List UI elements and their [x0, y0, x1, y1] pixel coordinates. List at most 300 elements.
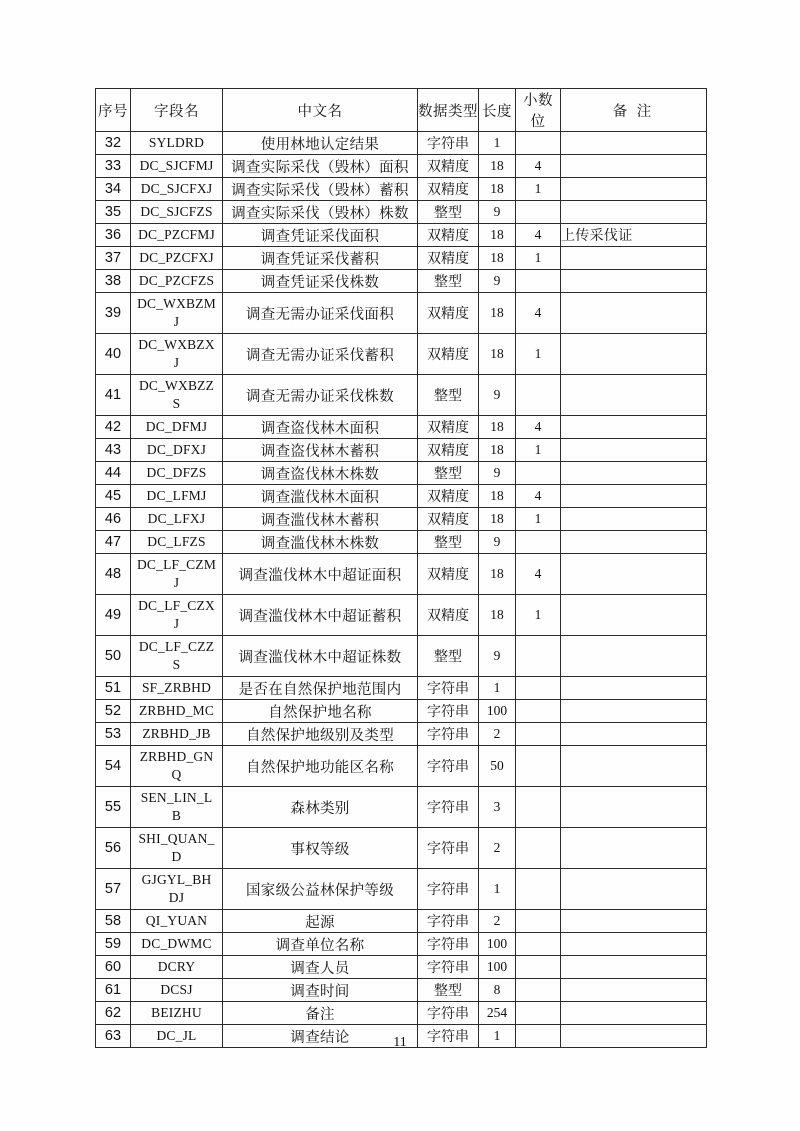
cell-sequence: 52: [96, 700, 131, 723]
table-row: [96, 723, 707, 746]
cell-chinese-name: 调查滥伐林木中超证面积: [223, 554, 418, 595]
cell-chinese-name: 调查凭证采伐面积: [223, 224, 418, 247]
cell-remark: 上传采伐证: [561, 224, 707, 247]
cell-remark: [561, 979, 707, 1002]
cell-chinese-name: 调查凭证采伐蓄积: [223, 247, 418, 270]
table-row: [96, 375, 707, 416]
cell-field-name: [131, 787, 223, 828]
field-name-line: ZRBHD_GN: [139, 748, 214, 764]
cell-sequence: 55: [96, 787, 131, 828]
cell-length: 18: [479, 595, 516, 636]
cell-sequence: 53: [96, 723, 131, 746]
field-specification-table: [95, 88, 707, 1048]
field-specification-table-container: [95, 88, 706, 1048]
table-row: [96, 1002, 707, 1025]
field-name-line: ZRBHD_JB: [142, 725, 211, 741]
cell-field-name: [131, 270, 223, 293]
cell-remark: [561, 375, 707, 416]
field-name-line: J: [173, 355, 180, 370]
cell-length: 9: [479, 636, 516, 677]
cell-field-name: [131, 508, 223, 531]
cell-decimal: 4: [516, 293, 561, 334]
cell-length: 18: [479, 178, 516, 201]
table-row: [96, 828, 707, 869]
cell-field-name: [131, 293, 223, 334]
cell-decimal: 1: [516, 439, 561, 462]
field-name-line: D: [171, 849, 182, 864]
field-name-line: S: [172, 657, 181, 672]
table-row: [96, 201, 707, 224]
cell-field-name: [131, 956, 223, 979]
cell-decimal: 4: [516, 485, 561, 508]
cell-sequence: 61: [96, 979, 131, 1002]
field-name-line: BEIZHU: [151, 1004, 202, 1020]
cell-decimal: [516, 375, 561, 416]
cell-remark: [561, 293, 707, 334]
cell-decimal: [516, 723, 561, 746]
cell-decimal: 4: [516, 554, 561, 595]
cell-chinese-name: 自然保护地名称: [223, 700, 418, 723]
cell-field-name: [131, 933, 223, 956]
cell-length: 9: [479, 375, 516, 416]
cell-sequence: 58: [96, 910, 131, 933]
column-header-decimal: 小数位: [516, 89, 561, 132]
cell-remark: [561, 787, 707, 828]
cell-decimal: [516, 201, 561, 224]
cell-data-type: 整型: [418, 531, 479, 554]
column-header-length: 长度: [479, 89, 516, 132]
cell-data-type: 字符串: [418, 677, 479, 700]
table-header-row: [96, 89, 707, 132]
cell-chinese-name: 调查实际采伐（毁林）株数: [223, 201, 418, 224]
cell-chinese-name: 调查实际采伐（毁林）蓄积: [223, 178, 418, 201]
cell-length: 18: [479, 247, 516, 270]
column-header-data-type: 数据类型: [418, 89, 479, 132]
column-header-field-name: 字段名: [131, 89, 223, 132]
cell-data-type: 双精度: [418, 178, 479, 201]
cell-data-type: 字符串: [418, 723, 479, 746]
cell-remark: [561, 439, 707, 462]
table-row: [96, 485, 707, 508]
field-name-line: DC_PZCFXJ: [139, 249, 214, 265]
field-name-line: B: [171, 808, 182, 823]
field-name-line: DC_LF_CZM: [136, 556, 217, 572]
cell-chinese-name: 调查实际采伐（毁林）面积: [223, 155, 418, 178]
cell-length: 18: [479, 416, 516, 439]
cell-sequence: 63: [96, 1025, 131, 1048]
field-name-line: DC_DFMJ: [145, 418, 208, 434]
cell-sequence: 54: [96, 746, 131, 787]
cell-length: 1: [479, 869, 516, 910]
cell-data-type: 双精度: [418, 155, 479, 178]
field-name-line: DCRY: [157, 958, 196, 974]
table-row: [96, 508, 707, 531]
cell-sequence: 60: [96, 956, 131, 979]
cell-length: 18: [479, 224, 516, 247]
cell-chinese-name: 调查滥伐林木株数: [223, 531, 418, 554]
cell-remark: [561, 595, 707, 636]
field-name-line: DC_WXBZX: [138, 336, 215, 352]
cell-decimal: [516, 462, 561, 485]
cell-field-name: [131, 1002, 223, 1025]
cell-chinese-name: 调查滥伐林木面积: [223, 485, 418, 508]
table-row: [96, 416, 707, 439]
table-row: [96, 869, 707, 910]
cell-sequence: 56: [96, 828, 131, 869]
cell-data-type: 双精度: [418, 508, 479, 531]
cell-decimal: [516, 787, 561, 828]
cell-field-name: [131, 979, 223, 1002]
cell-remark: [561, 828, 707, 869]
cell-decimal: [516, 828, 561, 869]
cell-length: 9: [479, 531, 516, 554]
cell-remark: [561, 1002, 707, 1025]
cell-length: 100: [479, 700, 516, 723]
cell-decimal: 4: [516, 224, 561, 247]
table-row: [96, 933, 707, 956]
table-row: [96, 554, 707, 595]
field-name-line: DC_LF_CZZ: [138, 638, 215, 654]
field-name-line: DJ: [168, 890, 185, 905]
cell-remark: [561, 178, 707, 201]
cell-field-name: [131, 439, 223, 462]
cell-chinese-name: 备注: [223, 1002, 418, 1025]
cell-sequence: 51: [96, 677, 131, 700]
cell-sequence: 59: [96, 933, 131, 956]
cell-chinese-name: 是否在自然保护地范围内: [223, 677, 418, 700]
cell-sequence: 33: [96, 155, 131, 178]
cell-sequence: 32: [96, 132, 131, 155]
cell-sequence: 57: [96, 869, 131, 910]
field-name-line: J: [173, 575, 180, 590]
cell-remark: [561, 132, 707, 155]
cell-remark: [561, 201, 707, 224]
cell-data-type: 双精度: [418, 595, 479, 636]
field-name-line: DC_JL: [156, 1027, 197, 1043]
field-name-line: GJGYL_BH: [141, 871, 212, 887]
field-name-line: SYLDRD: [148, 134, 205, 150]
cell-field-name: [131, 746, 223, 787]
field-name-line: SEN_LIN_L: [140, 789, 213, 805]
cell-remark: [561, 933, 707, 956]
cell-length: 50: [479, 746, 516, 787]
cell-field-name: [131, 416, 223, 439]
cell-remark: [561, 155, 707, 178]
cell-length: 1: [479, 132, 516, 155]
cell-sequence: 39: [96, 293, 131, 334]
table-row: [96, 677, 707, 700]
cell-decimal: [516, 1002, 561, 1025]
cell-decimal: [516, 132, 561, 155]
cell-field-name: [131, 677, 223, 700]
cell-decimal: [516, 910, 561, 933]
field-name-line: QI_YUAN: [145, 912, 208, 928]
cell-sequence: 38: [96, 270, 131, 293]
cell-sequence: 37: [96, 247, 131, 270]
cell-sequence: 35: [96, 201, 131, 224]
field-name-line: S: [172, 396, 181, 411]
cell-data-type: 字符串: [418, 933, 479, 956]
table-header: [96, 89, 707, 132]
cell-sequence: 48: [96, 554, 131, 595]
cell-length: 9: [479, 270, 516, 293]
cell-sequence: 42: [96, 416, 131, 439]
field-name-line: DC_SJCFZS: [140, 203, 213, 219]
cell-length: 100: [479, 933, 516, 956]
cell-decimal: [516, 531, 561, 554]
cell-remark: [561, 677, 707, 700]
cell-data-type: 字符串: [418, 787, 479, 828]
field-name-line: DC_LFZS: [147, 533, 206, 549]
cell-sequence: 46: [96, 508, 131, 531]
cell-decimal: [516, 636, 561, 677]
field-name-line: DC_LFMJ: [146, 487, 207, 503]
cell-length: 1: [479, 677, 516, 700]
cell-remark: [561, 700, 707, 723]
cell-chinese-name: 自然保护地级别及类型: [223, 723, 418, 746]
table-row: [96, 746, 707, 787]
cell-decimal: 1: [516, 178, 561, 201]
cell-sequence: 36: [96, 224, 131, 247]
cell-decimal: 4: [516, 155, 561, 178]
cell-remark: [561, 270, 707, 293]
cell-field-name: [131, 178, 223, 201]
cell-chinese-name: 调查无需办证采伐蓄积: [223, 334, 418, 375]
table-row: [96, 293, 707, 334]
cell-length: 3: [479, 787, 516, 828]
cell-data-type: 整型: [418, 375, 479, 416]
cell-field-name: [131, 462, 223, 485]
cell-data-type: 字符串: [418, 1025, 479, 1048]
field-name-line: SHI_QUAN_: [138, 830, 215, 846]
cell-data-type: 字符串: [418, 700, 479, 723]
cell-chinese-name: 森林类别: [223, 787, 418, 828]
cell-field-name: [131, 723, 223, 746]
cell-data-type: 整型: [418, 270, 479, 293]
field-name-line: DC_DFXJ: [146, 441, 207, 457]
cell-length: 18: [479, 439, 516, 462]
field-name-line: SF_ZRBHD: [141, 679, 212, 695]
cell-length: 18: [479, 334, 516, 375]
cell-remark: [561, 462, 707, 485]
cell-remark: [561, 910, 707, 933]
cell-remark: [561, 723, 707, 746]
cell-data-type: 双精度: [418, 416, 479, 439]
cell-sequence: 62: [96, 1002, 131, 1025]
cell-remark: [561, 334, 707, 375]
cell-remark: [561, 247, 707, 270]
table-row: [96, 247, 707, 270]
cell-sequence: 49: [96, 595, 131, 636]
cell-length: 18: [479, 554, 516, 595]
cell-remark: [561, 746, 707, 787]
cell-sequence: 34: [96, 178, 131, 201]
cell-chinese-name: 事权等级: [223, 828, 418, 869]
cell-chinese-name: 调查滥伐林木中超证蓄积: [223, 595, 418, 636]
table-row: [96, 531, 707, 554]
field-name-line: DC_SJCFMJ: [139, 157, 214, 173]
table-row: [96, 787, 707, 828]
table-row: [96, 636, 707, 677]
cell-field-name: [131, 132, 223, 155]
cell-field-name: [131, 595, 223, 636]
cell-length: 18: [479, 508, 516, 531]
field-name-line: DC_WXBZZ: [138, 377, 215, 393]
cell-length: 2: [479, 723, 516, 746]
cell-chinese-name: 调查无需办证采伐株数: [223, 375, 418, 416]
cell-field-name: [131, 700, 223, 723]
cell-data-type: 双精度: [418, 334, 479, 375]
table-row: [96, 956, 707, 979]
cell-remark: [561, 956, 707, 979]
cell-chinese-name: 调查人员: [223, 956, 418, 979]
cell-sequence: 40: [96, 334, 131, 375]
cell-decimal: [516, 700, 561, 723]
cell-chinese-name: 调查结论: [223, 1025, 418, 1048]
cell-length: 18: [479, 485, 516, 508]
cell-data-type: 字符串: [418, 910, 479, 933]
cell-data-type: 字符串: [418, 869, 479, 910]
cell-length: 100: [479, 956, 516, 979]
field-name-line: DC_PZCFMJ: [138, 226, 215, 242]
cell-chinese-name: 调查滥伐林木中超证株数: [223, 636, 418, 677]
cell-chinese-name: 调查盗伐林木株数: [223, 462, 418, 485]
cell-field-name: [131, 485, 223, 508]
cell-data-type: 双精度: [418, 224, 479, 247]
cell-remark: [561, 554, 707, 595]
cell-decimal: [516, 869, 561, 910]
field-name-line: DCSJ: [160, 981, 193, 997]
cell-length: 9: [479, 462, 516, 485]
cell-field-name: [131, 828, 223, 869]
field-name-line: DC_LFXJ: [147, 510, 206, 526]
field-name-line: DC_DFZS: [146, 464, 207, 480]
column-header-remark: 备 注: [561, 89, 707, 132]
cell-sequence: 47: [96, 531, 131, 554]
cell-decimal: [516, 956, 561, 979]
column-header-sequence: 序号: [96, 89, 131, 132]
cell-decimal: 1: [516, 595, 561, 636]
cell-sequence: 43: [96, 439, 131, 462]
cell-field-name: [131, 636, 223, 677]
cell-length: 2: [479, 828, 516, 869]
cell-chinese-name: 调查凭证采伐株数: [223, 270, 418, 293]
cell-data-type: 双精度: [418, 485, 479, 508]
cell-remark: [561, 485, 707, 508]
cell-chinese-name: 调查时间: [223, 979, 418, 1002]
cell-remark: [561, 636, 707, 677]
cell-decimal: [516, 933, 561, 956]
field-name-line: DC_DWMC: [141, 935, 212, 951]
cell-length: 1: [479, 1025, 516, 1048]
field-name-line: DC_WXBZM: [137, 295, 216, 311]
cell-field-name: [131, 247, 223, 270]
cell-decimal: 4: [516, 416, 561, 439]
table-row: [96, 178, 707, 201]
cell-remark: [561, 869, 707, 910]
cell-field-name: [131, 375, 223, 416]
cell-data-type: 双精度: [418, 439, 479, 462]
cell-chinese-name: 调查盗伐林木蓄积: [223, 439, 418, 462]
table-row: [96, 155, 707, 178]
cell-decimal: 1: [516, 508, 561, 531]
cell-chinese-name: 调查滥伐林木蓄积: [223, 508, 418, 531]
cell-data-type: 字符串: [418, 132, 479, 155]
table-row: [96, 224, 707, 247]
cell-field-name: [131, 224, 223, 247]
cell-sequence: 45: [96, 485, 131, 508]
cell-decimal: [516, 746, 561, 787]
cell-field-name: [131, 910, 223, 933]
cell-sequence: 41: [96, 375, 131, 416]
cell-decimal: [516, 677, 561, 700]
cell-chinese-name: 调查单位名称: [223, 933, 418, 956]
cell-chinese-name: 调查无需办证采伐面积: [223, 293, 418, 334]
field-name-line: J: [173, 616, 180, 631]
cell-data-type: 双精度: [418, 247, 479, 270]
cell-data-type: 字符串: [418, 746, 479, 787]
table-row: [96, 910, 707, 933]
cell-length: 18: [479, 293, 516, 334]
cell-field-name: [131, 201, 223, 224]
field-name-line: DC_SJCFXJ: [140, 180, 213, 196]
field-name-line: J: [173, 314, 180, 329]
cell-sequence: 50: [96, 636, 131, 677]
table-row: [96, 334, 707, 375]
cell-remark: [561, 508, 707, 531]
field-name-line: DC_LF_CZX: [138, 597, 215, 613]
cell-chinese-name: 使用林地认定结果: [223, 132, 418, 155]
table-row: [96, 132, 707, 155]
cell-chinese-name: 调查盗伐林木面积: [223, 416, 418, 439]
cell-data-type: 字符串: [418, 1002, 479, 1025]
cell-field-name: [131, 554, 223, 595]
cell-decimal: 1: [516, 334, 561, 375]
field-name-line: ZRBHD_MC: [138, 702, 215, 718]
table-row: [96, 462, 707, 485]
cell-data-type: 字符串: [418, 828, 479, 869]
cell-data-type: 双精度: [418, 293, 479, 334]
cell-remark: [561, 531, 707, 554]
cell-data-type: 整型: [418, 979, 479, 1002]
table-row: [96, 979, 707, 1002]
cell-data-type: 整型: [418, 201, 479, 224]
cell-length: 18: [479, 155, 516, 178]
cell-length: 254: [479, 1002, 516, 1025]
cell-data-type: 字符串: [418, 956, 479, 979]
cell-decimal: 1: [516, 247, 561, 270]
cell-length: 8: [479, 979, 516, 1002]
cell-data-type: 整型: [418, 462, 479, 485]
cell-length: 9: [479, 201, 516, 224]
cell-field-name: [131, 531, 223, 554]
cell-decimal: [516, 979, 561, 1002]
cell-length: 2: [479, 910, 516, 933]
cell-field-name: [131, 334, 223, 375]
cell-chinese-name: 起源: [223, 910, 418, 933]
cell-remark: [561, 416, 707, 439]
cell-field-name: [131, 869, 223, 910]
table-row: [96, 270, 707, 293]
cell-chinese-name: 自然保护地功能区名称: [223, 746, 418, 787]
field-name-line: Q: [171, 767, 182, 782]
cell-data-type: 整型: [418, 636, 479, 677]
field-name-line: DC_PZCFZS: [138, 272, 215, 288]
cell-decimal: [516, 270, 561, 293]
table-row: [96, 700, 707, 723]
cell-chinese-name: 国家级公益林保护等级: [223, 869, 418, 910]
column-header-chinese-name: 中文名: [223, 89, 418, 132]
